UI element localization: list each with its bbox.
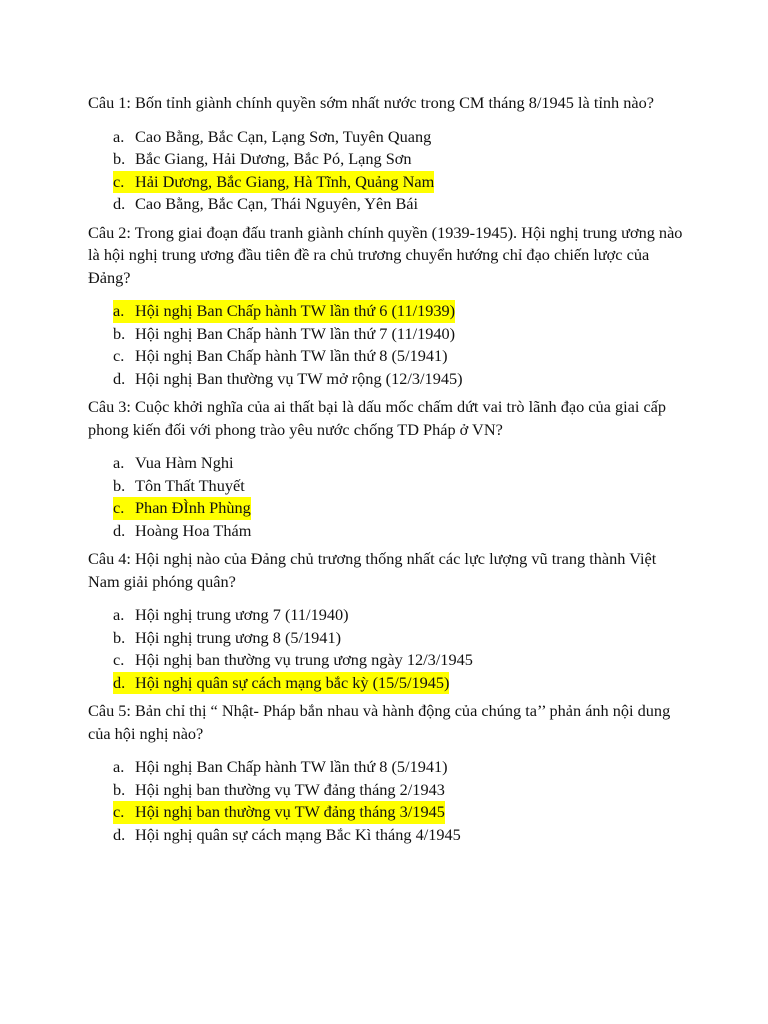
answer-text: Hội nghị Ban Chấp hành TW lần thứ 7 (11/1940) (135, 323, 456, 343)
answer-option (113, 649, 688, 672)
answer-text: Vua Hàm Nghi (135, 453, 234, 472)
answer-option (113, 126, 688, 149)
answer-option (113, 345, 688, 368)
answer-option-highlighted (113, 497, 688, 520)
answer-text: Tôn Thất Thuyết (135, 475, 245, 495)
question-text: Câu 2: Trong giai đoạn đấu tranh giành chính quyền (1939-1945). Hội nghị trung ương nào là hội nghị trung ương đầu tiên đề ra chủ trương chuyển hướng chỉ đạo chiến lược của Đảng? (88, 222, 683, 287)
answer-letter: a. (113, 453, 125, 472)
answer-letter: c. (113, 650, 125, 669)
answer-letter: d. (113, 368, 126, 388)
answer-text: Hoàng Hoa Thám (135, 520, 252, 540)
answer-text: Hội nghị quân sự cách mạng bắc kỳ (15/5/1945) (135, 672, 449, 695)
answer-option-highlighted (113, 672, 688, 695)
answer-text: Hội nghị Ban Chấp hành TW lần thứ 8 (5/1941) (135, 757, 448, 776)
question-1 (88, 92, 688, 216)
answer-text: Hội nghị ban thường vụ TW đảng tháng 2/1943 (135, 779, 445, 799)
answer-list (113, 300, 688, 390)
answer-text: Hội nghị Ban thường vụ TW mở rộng (12/3/1945) (135, 368, 463, 388)
answer-option (113, 323, 688, 346)
answer-letter: b. (113, 475, 126, 495)
answer-text: Cao Bằng, Bắc Cạn, Thái Nguyên, Yên Bái (135, 194, 419, 213)
answer-text: Bắc Giang, Hải Dương, Bắc Pó, Lạng Sơn (135, 149, 412, 168)
question-text: Câu 5: Bản chỉ thị “ Nhật- Pháp bắn nhau và hành động của chúng ta’’ phản ánh nội dung của hội nghị nào? (88, 701, 671, 743)
answer-text: Hội nghị ban thường vụ TW đảng tháng 3/1945 (135, 801, 445, 824)
answer-option (113, 627, 688, 650)
answer-option (113, 604, 688, 627)
answer-text: Hội nghị quân sự cách mạng Bắc Kì tháng 4/1945 (135, 824, 461, 844)
answer-letter: d. (113, 194, 126, 213)
answer-option (113, 368, 688, 391)
answer-option (113, 148, 688, 171)
question-text: Câu 4: Hội nghị nào của Đảng chủ trương thống nhất các lực lượng vũ trang thành Việt Nam giải phóng quân? (88, 549, 657, 591)
answer-option (113, 193, 688, 216)
answer-option (113, 452, 688, 475)
answer-text: Hải Dương, Bắc Giang, Hà Tĩnh, Quảng Nam (135, 171, 434, 194)
answer-option (113, 520, 688, 543)
answer-list (113, 126, 688, 216)
answer-letter: b. (113, 779, 126, 799)
answer-letter: a. (113, 300, 135, 323)
answer-letter: c. (113, 497, 135, 520)
answer-letter: d. (113, 672, 135, 695)
answer-letter: a. (113, 126, 125, 146)
answer-letter: b. (113, 627, 126, 647)
question-2 (88, 222, 688, 391)
question-text: Câu 3: Cuộc khởi nghĩa của ai thất bại là dấu mốc chấm dứt vai trò lãnh đạo của giai cấp phong kiến đối với phong trào yêu nước chống TD Pháp ở VN? (88, 397, 667, 439)
answer-list (113, 452, 688, 542)
answer-option-highlighted (113, 171, 688, 194)
answer-text: Cao Bằng, Bắc Cạn, Lạng Sơn, Tuyên Quang (135, 126, 432, 146)
answer-text: Hội nghị trung ương 8 (5/1941) (135, 627, 342, 647)
answer-option (113, 824, 688, 847)
answer-option (113, 779, 688, 802)
answer-option (113, 756, 688, 779)
answer-text: Hội nghị trung ương 7 (11/1940) (135, 605, 349, 624)
answer-text: Hội nghị Ban Chấp hành TW lần thứ 6 (11/1939) (135, 300, 455, 323)
answer-option-highlighted (113, 801, 688, 824)
answer-text: Hội nghị Ban Chấp hành TW lần thứ 8 (5/1941) (135, 346, 448, 365)
question-5 (88, 700, 688, 846)
question-text: Câu 1: Bốn tỉnh giành chính quyền sớm nhất nước trong CM tháng 8/1945 là tỉnh nào? (88, 93, 654, 112)
answer-letter: c. (113, 346, 125, 365)
answer-list (113, 604, 688, 694)
answer-text: Hội nghị ban thường vụ trung ương ngày 12/3/1945 (135, 650, 473, 669)
answer-letter: d. (113, 520, 126, 540)
answer-letter: c. (113, 801, 135, 824)
answer-letter: c. (113, 171, 135, 194)
answer-text: Phan ĐÌnh Phùng (135, 497, 251, 520)
answer-letter: a. (113, 605, 125, 624)
question-4 (88, 548, 688, 694)
answer-option (113, 475, 688, 498)
question-3 (88, 396, 688, 542)
answer-letter: b. (113, 323, 126, 343)
answer-letter: b. (113, 149, 126, 168)
answer-letter: a. (113, 757, 125, 776)
answer-letter: d. (113, 824, 126, 844)
quiz-document (88, 92, 688, 852)
answer-option-highlighted (113, 300, 688, 323)
answer-list (113, 756, 688, 846)
